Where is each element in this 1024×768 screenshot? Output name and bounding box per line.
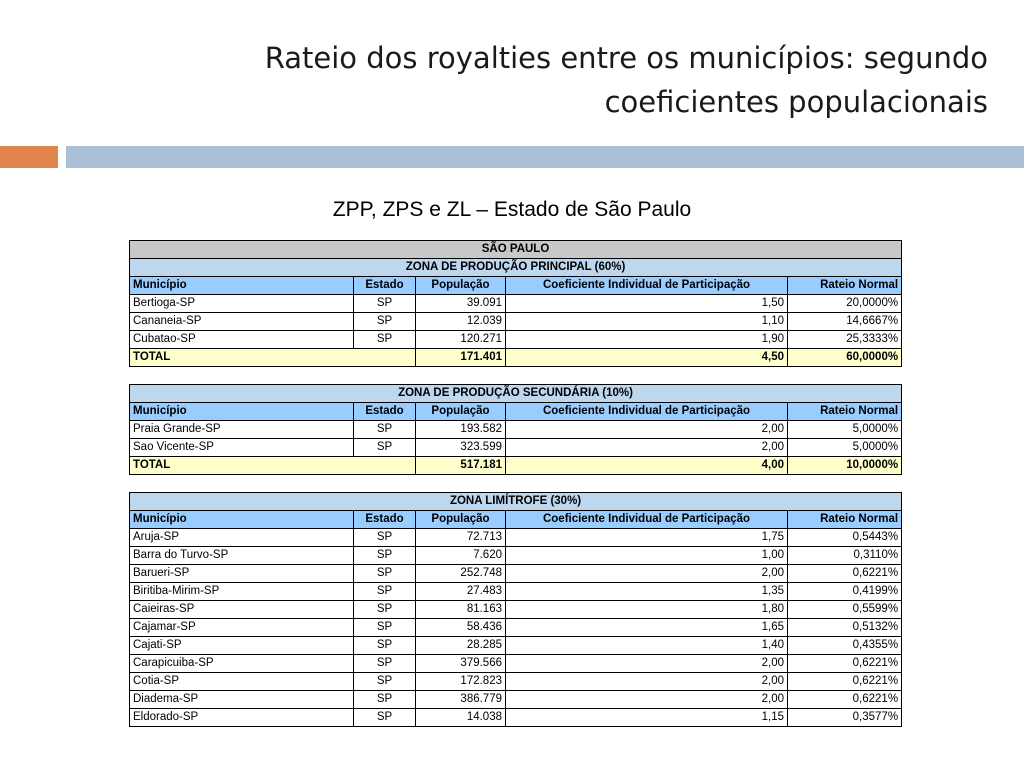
zone-header-row [130,493,902,511]
column-header-rateio: Rateio Normal [788,277,902,295]
cell-populacao: 7.620 [416,547,506,565]
cell-populacao: 72.713 [416,529,506,547]
total-row [130,457,902,475]
total-coeficiente: 4,00 [506,457,788,475]
total-coeficiente: 4,50 [506,349,788,367]
cell-coeficiente: 1,80 [506,601,788,619]
cell-estado: SP [354,529,416,547]
total-row [130,349,902,367]
cell-rateio: 0,6221% [788,673,902,691]
cell-municipio: Cubatao-SP [130,331,354,349]
cell-estado: SP [354,655,416,673]
cell-populacao: 193.582 [416,421,506,439]
state-header-row [130,241,902,259]
cell-populacao: 28.285 [416,637,506,655]
cell-estado: SP [354,331,416,349]
zone-title: ZONA DE PRODUÇÃO SECUNDÁRIA (10%) [130,385,902,403]
cell-coeficiente: 1,50 [506,295,788,313]
cell-municipio: Bertioga-SP [130,295,354,313]
cell-municipio: Barueri-SP [130,565,354,583]
table-row [130,691,902,709]
cell-populacao: 120.271 [416,331,506,349]
cell-municipio: Caieiras-SP [130,601,354,619]
cell-municipio: Aruja-SP [130,529,354,547]
accent-bar-blue [66,146,1024,168]
column-header-municipio: Município [130,277,354,295]
cell-municipio: Carapicuiba-SP [130,655,354,673]
accent-bar-orange [0,146,58,168]
cell-coeficiente: 1,75 [506,529,788,547]
table-row [130,583,902,601]
table-spacer [130,367,902,385]
cell-estado: SP [354,565,416,583]
cell-rateio: 5,0000% [788,421,902,439]
royalties-tables [129,240,901,727]
cell-populacao: 81.163 [416,601,506,619]
cell-populacao: 58.436 [416,619,506,637]
royalties-table-body [130,241,902,727]
cell-municipio: Diadema-SP [130,691,354,709]
cell-populacao: 14.038 [416,709,506,727]
cell-rateio: 25,3333% [788,331,902,349]
total-populacao: 517.181 [416,457,506,475]
cell-rateio: 0,6221% [788,565,902,583]
cell-estado: SP [354,313,416,331]
column-header-estado: Estado [354,403,416,421]
cell-rateio: 14,6667% [788,313,902,331]
zone-title: ZONA DE PRODUÇÃO PRINCIPAL (60%) [130,259,902,277]
column-header-populacao: População [416,403,506,421]
table-row [130,295,902,313]
cell-estado: SP [354,421,416,439]
table-row [130,655,902,673]
column-header-populacao: População [416,511,506,529]
cell-rateio: 5,0000% [788,439,902,457]
cell-estado: SP [354,619,416,637]
cell-municipio: Barra do Turvo-SP [130,547,354,565]
royalties-table [129,240,902,727]
cell-estado: SP [354,547,416,565]
cell-coeficiente: 2,00 [506,439,788,457]
cell-coeficiente: 2,00 [506,565,788,583]
cell-populacao: 386.779 [416,691,506,709]
state-header: SÃO PAULO [130,241,902,259]
cell-coeficiente: 2,00 [506,673,788,691]
cell-estado: SP [354,637,416,655]
cell-rateio: 0,4355% [788,637,902,655]
table-row [130,331,902,349]
cell-rateio: 0,6221% [788,655,902,673]
column-header-coeficiente: Coeficiente Individual de Participação [506,403,788,421]
cell-coeficiente: 2,00 [506,655,788,673]
cell-populacao: 172.823 [416,673,506,691]
column-header-municipio: Município [130,403,354,421]
zone-title: ZONA LIMÍTROFE (30%) [130,493,902,511]
table-row [130,709,902,727]
zone-header-row [130,385,902,403]
cell-populacao: 39.091 [416,295,506,313]
zone-header-row [130,259,902,277]
column-header-row [130,277,902,295]
column-header-estado: Estado [354,511,416,529]
column-header-rateio: Rateio Normal [788,511,902,529]
cell-coeficiente: 2,00 [506,691,788,709]
column-header-populacao: População [416,277,506,295]
cell-estado: SP [354,601,416,619]
column-header-row [130,403,902,421]
cell-populacao: 27.483 [416,583,506,601]
cell-estado: SP [354,709,416,727]
cell-coeficiente: 1,90 [506,331,788,349]
total-rateio: 60,0000% [788,349,902,367]
cell-municipio: Cajamar-SP [130,619,354,637]
cell-coeficiente: 2,00 [506,421,788,439]
table-row [130,421,902,439]
column-header-coeficiente: Coeficiente Individual de Participação [506,277,788,295]
table-row [130,529,902,547]
column-header-row [130,511,902,529]
cell-municipio: Biritiba-Mirim-SP [130,583,354,601]
cell-municipio: Cajati-SP [130,637,354,655]
table-gap [130,475,902,493]
cell-populacao: 12.039 [416,313,506,331]
cell-rateio: 0,4199% [788,583,902,601]
cell-rateio: 0,5599% [788,601,902,619]
cell-rateio: 20,0000% [788,295,902,313]
table-row [130,619,902,637]
cell-municipio: Praia Grande-SP [130,421,354,439]
total-label: TOTAL [130,349,416,367]
cell-estado: SP [354,295,416,313]
table-row [130,565,902,583]
cell-coeficiente: 1,65 [506,619,788,637]
cell-rateio: 0,6221% [788,691,902,709]
column-header-estado: Estado [354,277,416,295]
cell-coeficiente: 1,40 [506,637,788,655]
cell-municipio: Cotia-SP [130,673,354,691]
slide-subtitle: ZPP, ZPS e ZL – Estado de São Paulo [332,198,692,221]
cell-coeficiente: 1,10 [506,313,788,331]
total-rateio: 10,0000% [788,457,902,475]
column-header-rateio: Rateio Normal [788,403,902,421]
cell-rateio: 0,3110% [788,547,902,565]
column-header-coeficiente: Coeficiente Individual de Participação [506,511,788,529]
cell-coeficiente: 1,35 [506,583,788,601]
table-row [130,313,902,331]
cell-municipio: Eldorado-SP [130,709,354,727]
cell-estado: SP [354,439,416,457]
cell-populacao: 252.748 [416,565,506,583]
cell-estado: SP [354,673,416,691]
table-row [130,637,902,655]
total-populacao: 171.401 [416,349,506,367]
cell-rateio: 0,5132% [788,619,902,637]
cell-coeficiente: 1,15 [506,709,788,727]
cell-rateio: 0,5443% [788,529,902,547]
cell-populacao: 323.599 [416,439,506,457]
slide-title: Rateio dos royalties entre os municípios: segundo coeficientes populacionais [264,41,988,119]
table-row [130,673,902,691]
table-row [130,601,902,619]
column-header-municipio: Município [130,511,354,529]
cell-coeficiente: 1,00 [506,547,788,565]
cell-estado: SP [354,583,416,601]
cell-municipio: Cananeia-SP [130,313,354,331]
cell-estado: SP [354,691,416,709]
cell-municipio: Sao Vicente-SP [130,439,354,457]
table-gap [130,367,902,385]
total-label: TOTAL [130,457,416,475]
cell-rateio: 0,3577% [788,709,902,727]
cell-populacao: 379.566 [416,655,506,673]
table-row [130,547,902,565]
table-row [130,439,902,457]
table-spacer [130,475,902,493]
